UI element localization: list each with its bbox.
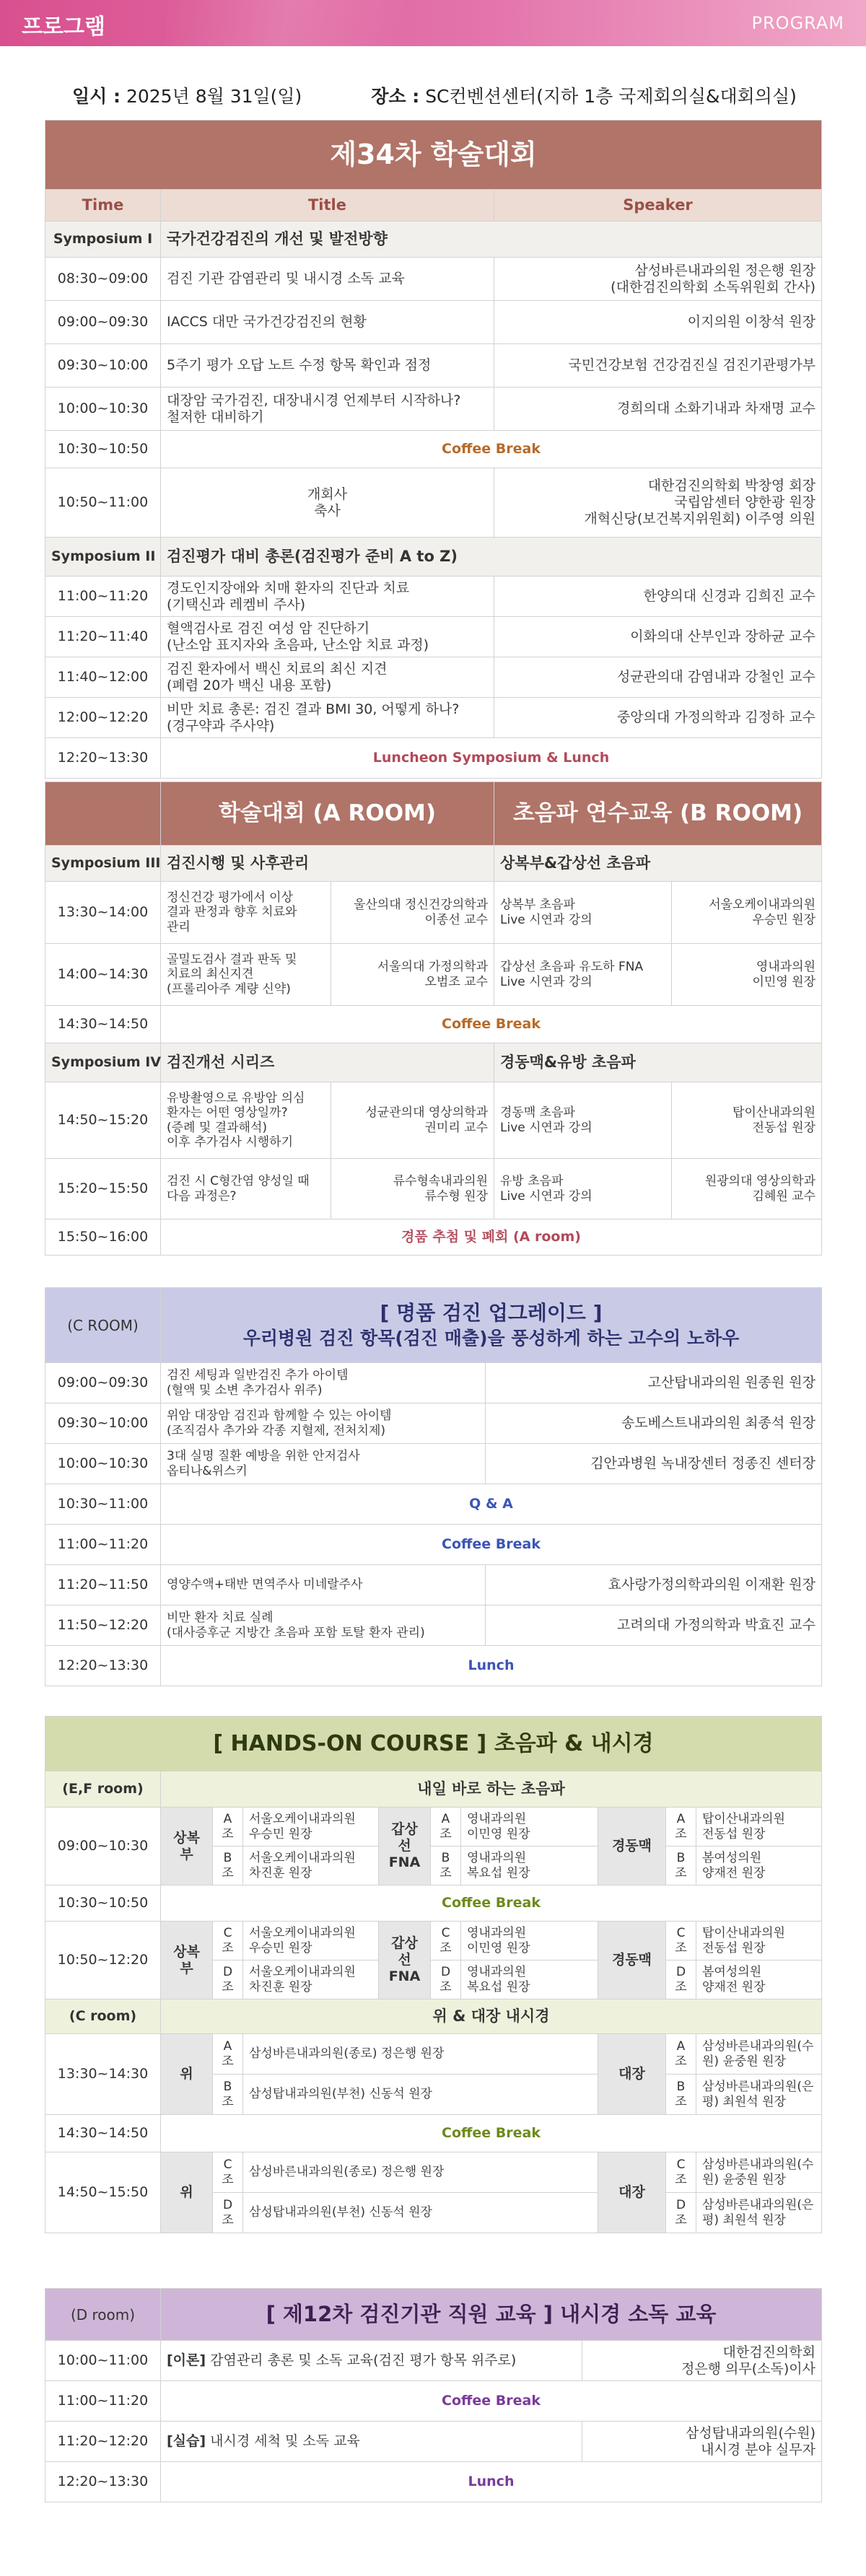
instructor: 영내과의원 복요섭 원장 xyxy=(461,1961,598,1999)
session-speaker: 고산탑내과의원 원종원 원장 xyxy=(486,1363,822,1403)
symposium-title-a: 검진개선 시리즈 xyxy=(161,1043,494,1082)
session-title: 비만 치료 총론: 검진 결과 BMI 30, 어떻게 하나? (경구약과 주사약) xyxy=(161,698,494,738)
team-tag: C조 xyxy=(213,2152,243,2193)
session-title: 검진 환자에서 백신 치료의 최신 지견 (폐렴 20가 백신 내용 포함) xyxy=(161,657,494,698)
instructor: 영내과의원 복요섭 원장 xyxy=(461,1846,598,1885)
coffee-break: Coffee Break xyxy=(161,1885,822,1922)
symposium-title-b: 경동맥&유방 초음파 xyxy=(494,1043,822,1082)
date-label: 일시 : xyxy=(72,86,121,107)
opening-title: 개회사 축사 xyxy=(161,468,494,538)
group-name: 갑상선 FNA xyxy=(379,1808,431,1885)
page-banner xyxy=(0,0,866,46)
session-title: 대장암 국가검진, 대장내시경 언제부터 시작하나? 철저한 대비하기 xyxy=(161,387,494,431)
team-tag: B조 xyxy=(666,2075,696,2115)
table-row xyxy=(45,944,822,1006)
session-time: 13:30~14:30 xyxy=(45,2034,161,2115)
session-speaker: 성균관의대 영상의학과 권미리 교수 xyxy=(331,1082,494,1159)
instructor: 서울오케이내과의원 차진훈 원장 xyxy=(243,1846,379,1885)
symposium-title: 검진평가 대비 총론(검진평가 준비 A to Z) xyxy=(161,538,822,577)
table-row xyxy=(45,258,822,301)
c-room-title: 위 & 대장 내시경 xyxy=(161,1999,822,2034)
session-speaker: 대한검진의학회 정은행 의무(소독)이사 xyxy=(582,2341,822,2381)
coffee-break: Coffee Break xyxy=(161,2115,822,2152)
instructor: 삼성탑내과의원(부천) 신동석 원장 xyxy=(243,2193,598,2233)
instructor: 탑이산내과의원 전동섭 원장 xyxy=(696,1808,822,1846)
session-speaker: 김안과병원 녹내장센터 정종진 센터장 xyxy=(486,1444,822,1484)
table-row xyxy=(45,344,822,387)
table-row xyxy=(45,657,822,698)
session-speaker: 한양의대 신경과 김희진 교수 xyxy=(494,577,822,617)
event-info xyxy=(72,82,797,108)
room-a-title: 학술대회 (A ROOM) xyxy=(161,782,494,846)
instructor: 봄여성의원 양재전 원장 xyxy=(696,1961,822,1999)
closing-time: 15:50~16:00 xyxy=(45,1219,161,1256)
session-type-tag: [실습] xyxy=(167,2433,206,2450)
session-speaker: 고려의대 가정의학과 박효진 교수 xyxy=(486,1605,822,1646)
instructor: 탑이산내과의원 전동섭 원장 xyxy=(696,1922,822,1961)
instructor: 삼성바른내과의원(종로) 정은행 원장 xyxy=(243,2152,598,2193)
instructor: 서울오케이내과의원 우승민 원장 xyxy=(243,1808,379,1846)
room-d-section xyxy=(45,2288,821,2502)
session-speaker: 삼성탑내과의원(수원) 내시경 분야 실무자 xyxy=(582,2422,822,2462)
ef-room-title: 내일 바로 하는 초음파 xyxy=(161,1771,822,1808)
banner-decoration xyxy=(166,0,404,46)
team-tag: A조 xyxy=(666,2034,696,2075)
session-speaker: 효사랑가정의학과의원 이재환 원장 xyxy=(486,1565,822,1605)
session-speaker: 삼성바른내과의원 정은행 원장 (대한검진의학회 소독위원회 간사) xyxy=(494,258,822,301)
session-title: 갑상선 초음파 유도하 FNA Live 시연과 강의 xyxy=(494,944,672,1006)
luncheon-symposium: Luncheon Symposium & Lunch xyxy=(161,738,822,779)
session-title: 검진 세팅과 일반검진 추가 아이템 (혈액 및 소변 추가검사 위주) xyxy=(161,1363,486,1403)
instructor: 삼성바른내과의원(수원) 윤중원 원장 xyxy=(696,2152,822,2193)
break-time: 14:30~14:50 xyxy=(45,1006,161,1043)
instructor: 삼성바른내과의원(은평) 최원석 원장 xyxy=(696,2075,822,2115)
rooms-ab-section xyxy=(45,781,821,1256)
table-row xyxy=(45,882,822,944)
table-row xyxy=(45,468,822,538)
session-time: 11:20~11:40 xyxy=(45,617,161,657)
team-tag: B조 xyxy=(666,1846,696,1885)
team-tag: B조 xyxy=(431,1846,461,1885)
instructor: 삼성탑내과의원(부천) 신동석 원장 xyxy=(243,2075,598,2115)
session-time: 11:20~11:50 xyxy=(45,1565,161,1605)
session-speaker: 울산의대 정신건강의학과 이종선 교수 xyxy=(331,882,494,944)
table-row xyxy=(45,1922,822,1961)
session-title: 검진 기관 감염관리 및 내시경 소독 교육 xyxy=(161,258,494,301)
symposium-label: Symposium III xyxy=(45,846,161,882)
session-title: 유방 초음파 Live 시연과 강의 xyxy=(494,1159,672,1219)
room-c-table xyxy=(45,1287,822,1686)
table-row xyxy=(45,2034,822,2075)
session-time: 13:30~14:00 xyxy=(45,882,161,944)
table-row xyxy=(45,1363,822,1403)
instructor: 영내과의원 이민영 원장 xyxy=(461,1808,598,1846)
table-row xyxy=(45,617,822,657)
table-row xyxy=(45,577,822,617)
team-tag: D조 xyxy=(431,1961,461,1999)
table-row xyxy=(45,387,822,431)
session-speaker: 성균관의대 감염내과 강철인 교수 xyxy=(494,657,822,698)
session-time: 15:20~15:50 xyxy=(45,1159,161,1219)
table-row xyxy=(45,1403,822,1444)
session-speaker: 원광의대 영상의학과 김혜원 교수 xyxy=(672,1159,822,1219)
session-time: 14:50~15:50 xyxy=(45,2152,161,2233)
team-tag: A조 xyxy=(666,1808,696,1846)
session-time: 14:50~15:20 xyxy=(45,1082,161,1159)
session-time: 09:00~09:30 xyxy=(45,1363,161,1403)
rooms-ab-table xyxy=(45,781,822,1256)
instructor: 삼성바른내과의원(은평) 최원석 원장 xyxy=(696,2193,822,2233)
session-time: 08:30~09:00 xyxy=(45,258,161,301)
session-time: 10:50~11:00 xyxy=(45,468,161,538)
team-tag: D조 xyxy=(213,2193,243,2233)
group-name: 갑상선 FNA xyxy=(379,1922,431,1999)
session-speaker: 송도베스트내과의원 최종석 원장 xyxy=(486,1403,822,1444)
group-name: 상복부 xyxy=(161,1808,213,1885)
session-speaker: 영내과의원 이민영 원장 xyxy=(672,944,822,1006)
break-time: 10:30~10:50 xyxy=(45,1885,161,1922)
session-title: 경동맥 초음파 Live 시연과 강의 xyxy=(494,1082,672,1159)
group-name: 대장 xyxy=(598,2034,666,2115)
conference-section xyxy=(45,120,821,779)
banner-subtitle: PROGRAM xyxy=(751,13,844,33)
symposium-label: Symposium II xyxy=(45,538,161,577)
session-time: 11:00~11:20 xyxy=(45,577,161,617)
symposium-title: 국가건강검진의 개선 및 발전방향 xyxy=(161,222,822,258)
instructor: 봄여성의원 양재전 원장 xyxy=(696,1846,822,1885)
table-row xyxy=(45,301,822,344)
header-speaker: Speaker xyxy=(494,190,822,222)
room-d-table xyxy=(45,2288,822,2502)
session-time: 14:00~14:30 xyxy=(45,944,161,1006)
session-time: 09:30~10:00 xyxy=(45,1403,161,1444)
instructor: 서울오케이내과의원 차진훈 원장 xyxy=(243,1961,379,1999)
lunch-time: 12:20~13:30 xyxy=(45,2462,161,2502)
closing-ceremony: 경품 추첨 및 폐회 (A room) xyxy=(161,1219,822,1256)
team-tag: A조 xyxy=(431,1808,461,1846)
session-title: 비만 환자 치료 실례 (대사증후군 지방간 초음파 포함 토탈 환자 관리) xyxy=(161,1605,486,1646)
coffee-break: Coffee Break xyxy=(161,2381,822,2422)
symposium-title-a: 검진시행 및 사후관리 xyxy=(161,846,494,882)
symposium-label: Symposium IV xyxy=(45,1043,161,1082)
session-time: 11:40~12:00 xyxy=(45,657,161,698)
session-time: 09:00~10:30 xyxy=(45,1808,161,1885)
team-tag: D조 xyxy=(666,2193,696,2233)
session-speaker: 류수형속내과의원 류수형 원장 xyxy=(331,1159,494,1219)
group-name: 경동맥 xyxy=(598,1808,666,1885)
session-title: 내시경 세척 및 소독 교육 xyxy=(210,2433,360,2450)
session-time: 09:00~09:30 xyxy=(45,301,161,344)
session-speaker: 서울오케이내과의원 우승민 원장 xyxy=(672,882,822,944)
session-title: 3대 실명 질환 예방을 위한 안저검사 옵티나&위스키 xyxy=(161,1444,486,1484)
header-title: Title xyxy=(161,190,494,222)
break-time: 11:00~11:20 xyxy=(45,1525,161,1565)
group-name: 상복부 xyxy=(161,1922,213,1999)
coffee-break: Coffee Break xyxy=(161,1525,822,1565)
session-title: 상복부 초음파 Live 시연과 강의 xyxy=(494,882,672,944)
session-time: 10:50~12:20 xyxy=(45,1922,161,1999)
session-type-tag: [이론] xyxy=(167,2352,206,2369)
hands-on-table xyxy=(45,1716,822,2233)
session-speaker: 탑이산내과의원 전동섭 원장 xyxy=(672,1082,822,1159)
lunch-break: Lunch xyxy=(161,2462,822,2502)
session-time: 11:20~12:20 xyxy=(45,2422,161,2462)
room-d-title: [ 제12차 검진기관 직원 교육 ] 내시경 소독 교육 xyxy=(161,2289,822,2341)
session-title: 영양수액+태반 면역주사 미네랄주사 xyxy=(161,1565,486,1605)
session-time: 10:00~10:30 xyxy=(45,1444,161,1484)
session-title: 골밀도검사 결과 판독 및 치료의 최신지견 (프롤리아주 계량 신약) xyxy=(161,944,331,1006)
qa-time: 10:30~11:00 xyxy=(45,1484,161,1525)
team-tag: A조 xyxy=(213,1808,243,1846)
c-room-label: (C room) xyxy=(45,1999,161,2034)
session-title: 유방촬영으로 유방암 의심 환자는 어떤 영상일까? (증례 및 결과해석) 이후 추가검사 시행하기 xyxy=(161,1082,331,1159)
table-row xyxy=(45,1565,822,1605)
session-title: 정신건강 평가에서 이상 결과 판정과 향후 치료와 관리 xyxy=(161,882,331,944)
table-row xyxy=(45,698,822,738)
team-tag: B조 xyxy=(213,2075,243,2115)
lunch-time: 12:20~13:30 xyxy=(45,1646,161,1686)
event-date: 2025년 8월 31일(일) xyxy=(126,86,302,107)
team-tag: C조 xyxy=(431,1922,461,1961)
conference-table xyxy=(45,120,822,779)
group-name: 위 xyxy=(161,2034,213,2115)
symposium-label: Symposium I xyxy=(45,222,161,258)
table-row xyxy=(45,2341,822,2381)
session-title: 위암 대장암 검진과 함께할 수 있는 아이템 (조직검사 추가와 각종 지혈제, 전처치제) xyxy=(161,1403,486,1444)
table-row xyxy=(45,2152,822,2193)
table-row xyxy=(45,1444,822,1484)
room-c-subtitle: 우리병원 검진 항목(검진 매출)을 풍성하게 하는 고수의 노하우 xyxy=(242,1328,740,1349)
table-row xyxy=(45,1808,822,1846)
session-title: 혈액검사로 검진 여성 암 진단하기 (난소암 표지자와 초음파, 난소암 치료 과정) xyxy=(161,617,494,657)
session-speaker: 경희의대 소화기내과 차재명 교수 xyxy=(494,387,822,431)
lunch-time: 12:20~13:30 xyxy=(45,738,161,779)
group-name: 경동맥 xyxy=(598,1922,666,1999)
team-tag: A조 xyxy=(213,2034,243,2075)
instructor: 삼성바른내과의원(수원) 윤중원 원장 xyxy=(696,2034,822,2075)
table-row xyxy=(45,1159,822,1219)
coffee-break: Coffee Break xyxy=(161,1006,822,1043)
hands-on-section xyxy=(45,1716,821,2233)
venue-label: 장소 : xyxy=(371,86,420,107)
team-tag: C조 xyxy=(666,1922,696,1961)
table-row xyxy=(45,1605,822,1646)
table-row xyxy=(45,2422,822,2462)
break-time: 11:00~11:20 xyxy=(45,2381,161,2422)
opening-speakers: 대한검진의학회 박창영 회장 국립암센터 양한광 원장 개혁신당(보건복지위원회) 이주영 의원 xyxy=(494,468,822,538)
team-tag: D조 xyxy=(213,1961,243,1999)
break-time: 10:30~10:50 xyxy=(45,431,161,468)
symposium-title-b: 상복부&갑상선 초음파 xyxy=(494,846,822,882)
session-time: 10:00~10:30 xyxy=(45,387,161,431)
group-name: 위 xyxy=(161,2152,213,2233)
break-time: 14:30~14:50 xyxy=(45,2115,161,2152)
ef-room-label: (E,F room) xyxy=(45,1771,161,1808)
session-time: 11:50~12:20 xyxy=(45,1605,161,1646)
session-time: 10:00~11:00 xyxy=(45,2341,161,2381)
team-tag: C조 xyxy=(666,2152,696,2193)
session-title: 검진 시 C형간염 양성일 때 다음 과정은? xyxy=(161,1159,331,1219)
instructor: 서울오케이내과의원 우승민 원장 xyxy=(243,1922,379,1961)
session-speaker: 이화의대 산부인과 장하균 교수 xyxy=(494,617,822,657)
session-speaker: 서울의대 가정의학과 오범조 교수 xyxy=(331,944,494,1006)
room-c-label: (C ROOM) xyxy=(45,1288,161,1363)
table-row xyxy=(45,1082,822,1159)
room-d-label: (D room) xyxy=(45,2289,161,2341)
qa-session: Q & A xyxy=(161,1484,822,1525)
session-title: 경도인지장애와 치매 환자의 진단과 치료 (기택신과 레켐비 주사) xyxy=(161,577,494,617)
session-title: 감염관리 총론 및 소독 교육(검진 평가 항목 위주로) xyxy=(210,2352,517,2369)
coffee-break: Coffee Break xyxy=(161,431,822,468)
team-tag: B조 xyxy=(213,1846,243,1885)
session-speaker: 국민건강보험 건강검진실 검진기관평가부 xyxy=(494,344,822,387)
lunch-break: Lunch xyxy=(161,1646,822,1686)
session-title: 5주기 평가 오답 노트 수정 항목 확인과 점정 xyxy=(161,344,494,387)
session-time: 09:30~10:00 xyxy=(45,344,161,387)
room-c-section xyxy=(45,1287,821,1686)
instructor: 영내과의원 이민영 원장 xyxy=(461,1922,598,1961)
header-time: Time xyxy=(45,190,161,222)
hands-on-title: [ HANDS-ON COURSE ] 초음파 & 내시경 xyxy=(45,1717,822,1771)
session-time: 12:00~12:20 xyxy=(45,698,161,738)
session-speaker: 이지의원 이창석 원장 xyxy=(494,301,822,344)
banner-title: 프로그램 xyxy=(22,14,105,40)
session-title: IACCS 대만 국가건강검진의 현황 xyxy=(161,301,494,344)
session-speaker: 중앙의대 가정의학과 김정하 교수 xyxy=(494,698,822,738)
instructor: 삼성바른내과의원(종로) 정은행 원장 xyxy=(243,2034,598,2075)
room-b-title: 초음파 연수교육 (B ROOM) xyxy=(494,782,822,846)
team-tag: C조 xyxy=(213,1922,243,1961)
room-c-title: [ 명품 검진 업그레이드 ] xyxy=(380,1300,603,1325)
team-tag: D조 xyxy=(666,1961,696,1999)
event-venue: SC컨벤션센터(지하 1층 국제회의실&대회의실) xyxy=(425,86,797,107)
group-name: 대장 xyxy=(598,2152,666,2233)
conference-title: 제34차 학술대회 xyxy=(45,121,822,190)
